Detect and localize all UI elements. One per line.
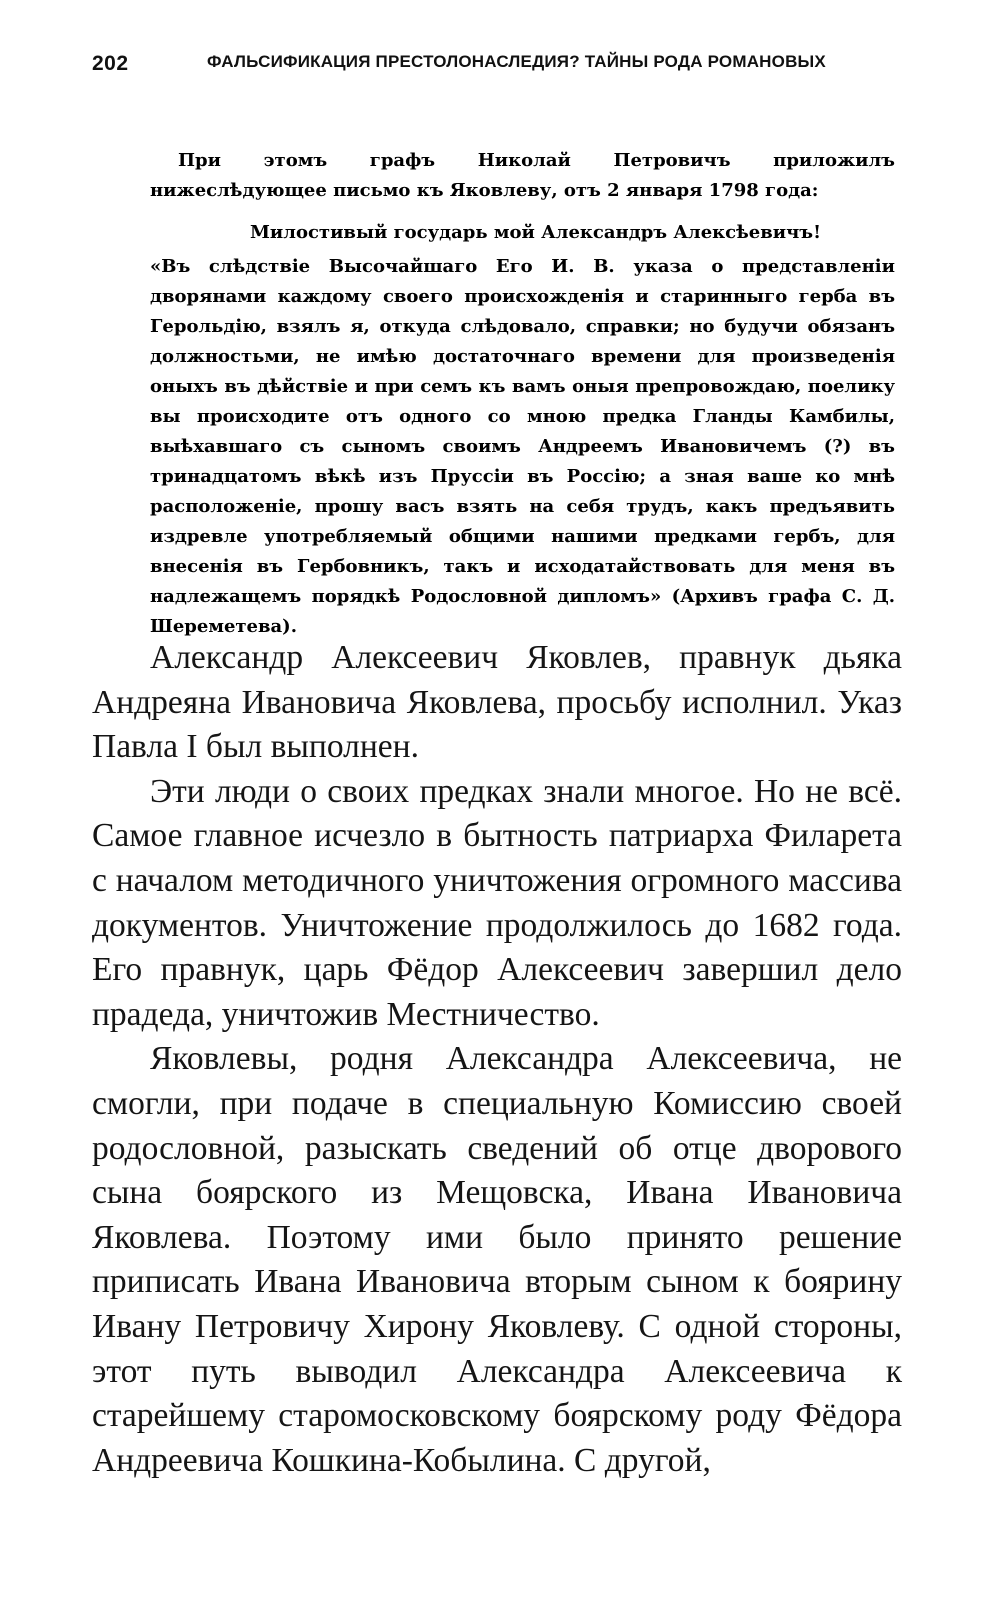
page-number: 202 [92, 52, 129, 75]
running-header [92, 52, 912, 92]
quote-letter-body: «Въ слѣдствіе Высочайшаго Его И. В. указа о представленіи дворянами каждому своего происхожденія и старинныго герба въ Герольдію, взялъ я, откуда слѣдовало, справки; но будучи обязанъ должностьми, не имѣю достаточнаго времени для произведенія оныхъ въ дѣйствіе и при семъ къ вамъ оныя препровождаю, поелику вы происходите отъ одного со мною предка Гланды Камбилы, выѣхавшаго съ сыномъ своимъ Андреемъ Ивановичемъ (?) въ тринадцатомъ вѣкѣ изъ Пруссіи въ Россію; а зная ваше ко мнѣ расположеніе, прошу васъ взять на себя трудъ, какъ предъявить издревле употребляемый общими нашими предками гербъ, для внесенія въ Гербовникъ, такъ и исходатайствовать для меня въ надлежащемъ порядкѣ Родословной дипломъ» (Архивъ графа С. Д. Шереметева). [150, 256, 895, 637]
book-title: ФАЛЬСИФИКАЦИЯ ПРЕСТОЛОНАСЛЕДИЯ? ТАЙНЫ РОДА РОМАНОВЫХ [207, 52, 826, 71]
main-text [92, 636, 902, 1483]
quote-salutation: Милостивый государь мой Александръ Алексѣевичъ! [250, 222, 821, 243]
paragraph: Александр Алексеевич Яковлев, правнук дьяка Андреяна Ивановича Яковлева, просьбу исполнил. Указ Павла I был выполнен. [92, 639, 902, 766]
paragraph: Яковлевы, родня Александра Алексеевича, не смогли, при подаче в специальную Комиссию своей родословной, разыскать сведений об отце дворового сына боярского из Мещовска, Ивана Ивановича Яковлева. Поэтому ими было принято решение приписать Ивана Ивановича вторым сыном к боярину Ивану Петровичу Хирону Яковлеву. С одной стороны, этот путь выводил Александра Алексеевича к старейшему старомосковскому боярскому роду Фёдора Андреевича Кошкина-Кобылина. С другой, [92, 1040, 902, 1479]
paragraph: Эти люди о своих предках знали многое. Но не всё. Самое главное исчезло в бытность патриарха Филарета с началом методичного уничтожения огромного массива документов. Уничтожение продолжилось до 1682 года. Его правнук, царь Фёдор Алексеевич завершил дело прадеда, уничтожив Местничество. [92, 772, 902, 1033]
quote-lead: При этомъ графъ Николай Петровичъ приложилъ нижеслѣдующее письмо къ Яковлеву, отъ 2 января 1798 года: [150, 150, 895, 201]
archival-quotation [150, 146, 895, 642]
